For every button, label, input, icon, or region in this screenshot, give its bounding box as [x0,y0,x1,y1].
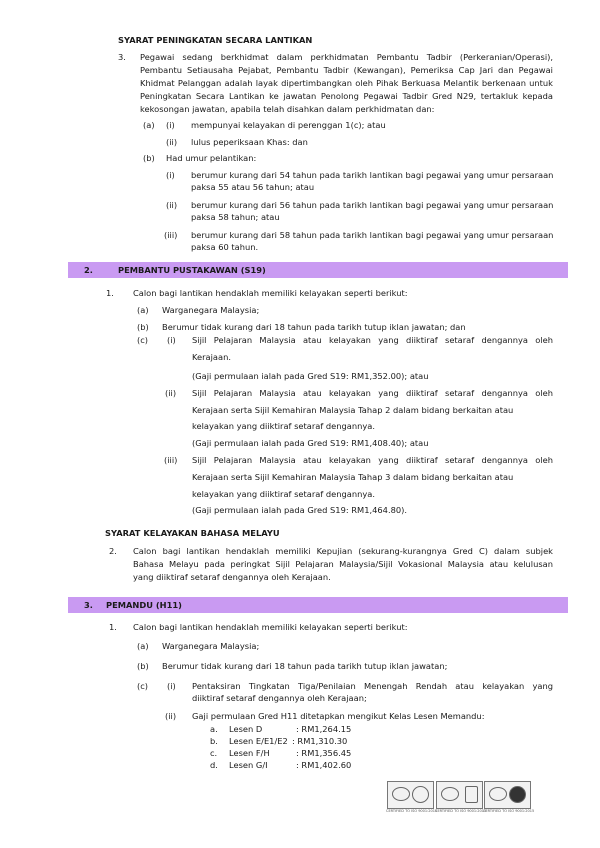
item-text: Berumur tidak kurang dari 18 tahun pada tarikh tutup iklan jawatan; dan [162,322,466,332]
license-class: Lesen E/E1/E2 [229,736,288,746]
iso-certification-logo [484,781,531,809]
item-text: paksa 60 tahun. [191,242,259,252]
item-label: (i) [166,120,175,130]
item-label: (ii) [166,137,178,147]
item-text: Gaji permulaan Gred H11 ditetapkan mengikut Kelas Lesen Memandu: [192,711,485,721]
item-label: (a) [143,120,155,130]
item-label: (i) [167,335,176,345]
item-label: (c) [137,681,149,691]
paragraph-line: Bahasa Melayu pada peringkat Sijil Pelajaran Malaysia/Sijil Vokasional Malaysia atau kelulusan [133,559,553,569]
item-text: berumur kurang dari 56 tahun pada tarikh lantikan bagi pegawai yang umur persaraan [191,200,554,210]
item-number: 1. [109,622,117,632]
item-text: paksa 58 tahun; atau [191,212,280,222]
paragraph-line: Pembantu Setiausaha Pejabat, Pembantu Tadbir (Kewangan), Pemeriksa Cap Jari dan Pegawai [140,65,553,75]
cert-caption: CERTIFIED TO ISO 9001:2015 [435,809,487,813]
section-title: PEMBANTU PUSTAKAWAN (S19) [118,265,266,275]
item-text: Warganegara Malaysia; [162,641,260,651]
paragraph-line: kekosongan jawatan, apabila telah disahkan dalam perkhidmatan dan: [140,104,435,114]
section-number: 2. [84,265,93,275]
license-salary: : RM1,402.60 [296,760,352,770]
paragraph-line: Khidmat Pelanggan adalah layak dipertimbangkan oleh Pihak Berkuasa Melantik berkenaan untuk [140,78,553,88]
item-label: (ii) [166,200,178,210]
item-text: Warganegara Malaysia; [162,305,260,315]
iso-certification-logo [387,781,434,809]
salary-text: (Gaji permulaan ialah pada Gred S19: RM1,352.00); atau [192,371,429,381]
item-label: (iii) [164,455,178,465]
item-label: (b) [143,153,155,163]
section-heading: SYARAT KELAYAKAN BAHASA MELAYU [105,528,280,538]
salary-text: (Gaji permulaan ialah pada Gred S19: RM1,408.40); atau [192,438,429,448]
cert-caption: CERTIFIED TO ISO 9001:2015 [386,809,438,813]
item-label: (i) [166,170,175,180]
paragraph-line: Calon bagi lantikan hendaklah memiliki Kepujian (sekurang-kurangnya Gred C) dalam subjek [133,546,553,556]
license-class: Lesen G/I [229,760,268,770]
item-text: berumur kurang dari 54 tahun pada tarikh lantikan bagi pegawai yang umur persaraan [191,170,554,180]
item-text: mempunyai kelayakan di perenggan 1(c); atau [191,120,386,130]
license-salary: : RM1,310.30 [292,736,348,746]
item-text: Had umur pelantikan: [166,153,257,163]
item-text: kelayakan yang diiktiraf setaraf dengannya. [192,489,376,499]
section-number: 3. [84,600,93,610]
license-label: a. [210,724,218,734]
license-label: c. [210,748,218,758]
item-label: (b) [137,322,149,332]
license-class: Lesen F/H [229,748,270,758]
section-title: PEMANDU (H11) [106,600,182,610]
item-label: (iii) [164,230,178,240]
item-text: Calon bagi lantikan hendaklah memiliki kelayakan seperti berikut: [133,622,408,632]
item-text: Pentaksiran Tingkatan Tiga/Penilaian Menengah Rendah atau kelayakan yang [192,681,553,691]
item-text: Berumur tidak kurang dari 18 tahun pada tarikh tutup iklan jawatan; [162,661,448,671]
item-label: (a) [137,305,149,315]
item-text: Sijil Pelajaran Malaysia atau kelayakan yang diiktiraf setaraf dengannya oleh [192,388,553,398]
item-number: 2. [109,546,117,556]
item-text: Kerajaan. [192,352,231,362]
license-salary: : RM1,264.15 [296,724,352,734]
item-text: diiktiraf setaraf dengannya oleh Kerajaan; [192,693,367,703]
salary-text: (Gaji permulaan ialah pada Gred S19: RM1,464.80). [192,505,408,515]
item-text: Sijil Pelajaran Malaysia atau kelayakan yang diiktiraf setaraf dengannya oleh [192,335,553,345]
iso-certification-logo [436,781,483,809]
item-label: (a) [137,641,149,651]
item-text: Sijil Pelajaran Malaysia atau kelayakan yang diiktiraf setaraf dengannya oleh [192,455,553,465]
item-text: berumur kurang dari 58 tahun pada tarikh lantikan bagi pegawai yang umur persaraan [191,230,554,240]
item-label: (i) [167,681,176,691]
item-label: (c) [137,335,149,345]
cert-caption: CERTIFIED TO ISO 9001:2015 [483,809,535,813]
item-text: Kerajaan serta Sijil Kemahiran Malaysia Tahap 3 dalam bidang berkaitan atau [192,472,514,482]
item-label: (ii) [165,711,177,721]
item-text: kelayakan yang diiktiraf setaraf dengannya. [192,421,376,431]
license-label: d. [210,760,218,770]
license-salary: : RM1,356.45 [296,748,352,758]
item-text: paksa 55 atau 56 tahun; atau [191,182,315,192]
item-label: (b) [137,661,149,671]
license-class: Lesen D [229,724,263,734]
item-text: lulus peperiksaan Khas: dan [191,137,308,147]
item-number: 3. [118,52,126,62]
paragraph-line: yang diiktiraf setaraf dengannya oleh Kerajaan. [133,572,331,582]
item-text: Kerajaan serta Sijil Kemahiran Malaysia Tahap 2 dalam bidang berkaitan atau [192,405,514,415]
paragraph-line: Pegawai sedang berkhidmat dalam perkhidmatan Pembantu Tadbir (Perkeranian/Operasi), [140,52,553,62]
license-label: b. [210,736,218,746]
paragraph-line: Peningkatan Secara Lantikan ke jawatan Penolong Pegawai Tadbir Gred N29, tertakluk kepada [140,91,553,101]
item-text: Calon bagi lantikan hendaklah memiliki kelayakan seperti berikut: [133,288,408,298]
item-label: (ii) [165,388,177,398]
section-heading: SYARAT PENINGKATAN SECARA LANTIKAN [118,35,313,45]
item-number: 1. [106,288,114,298]
